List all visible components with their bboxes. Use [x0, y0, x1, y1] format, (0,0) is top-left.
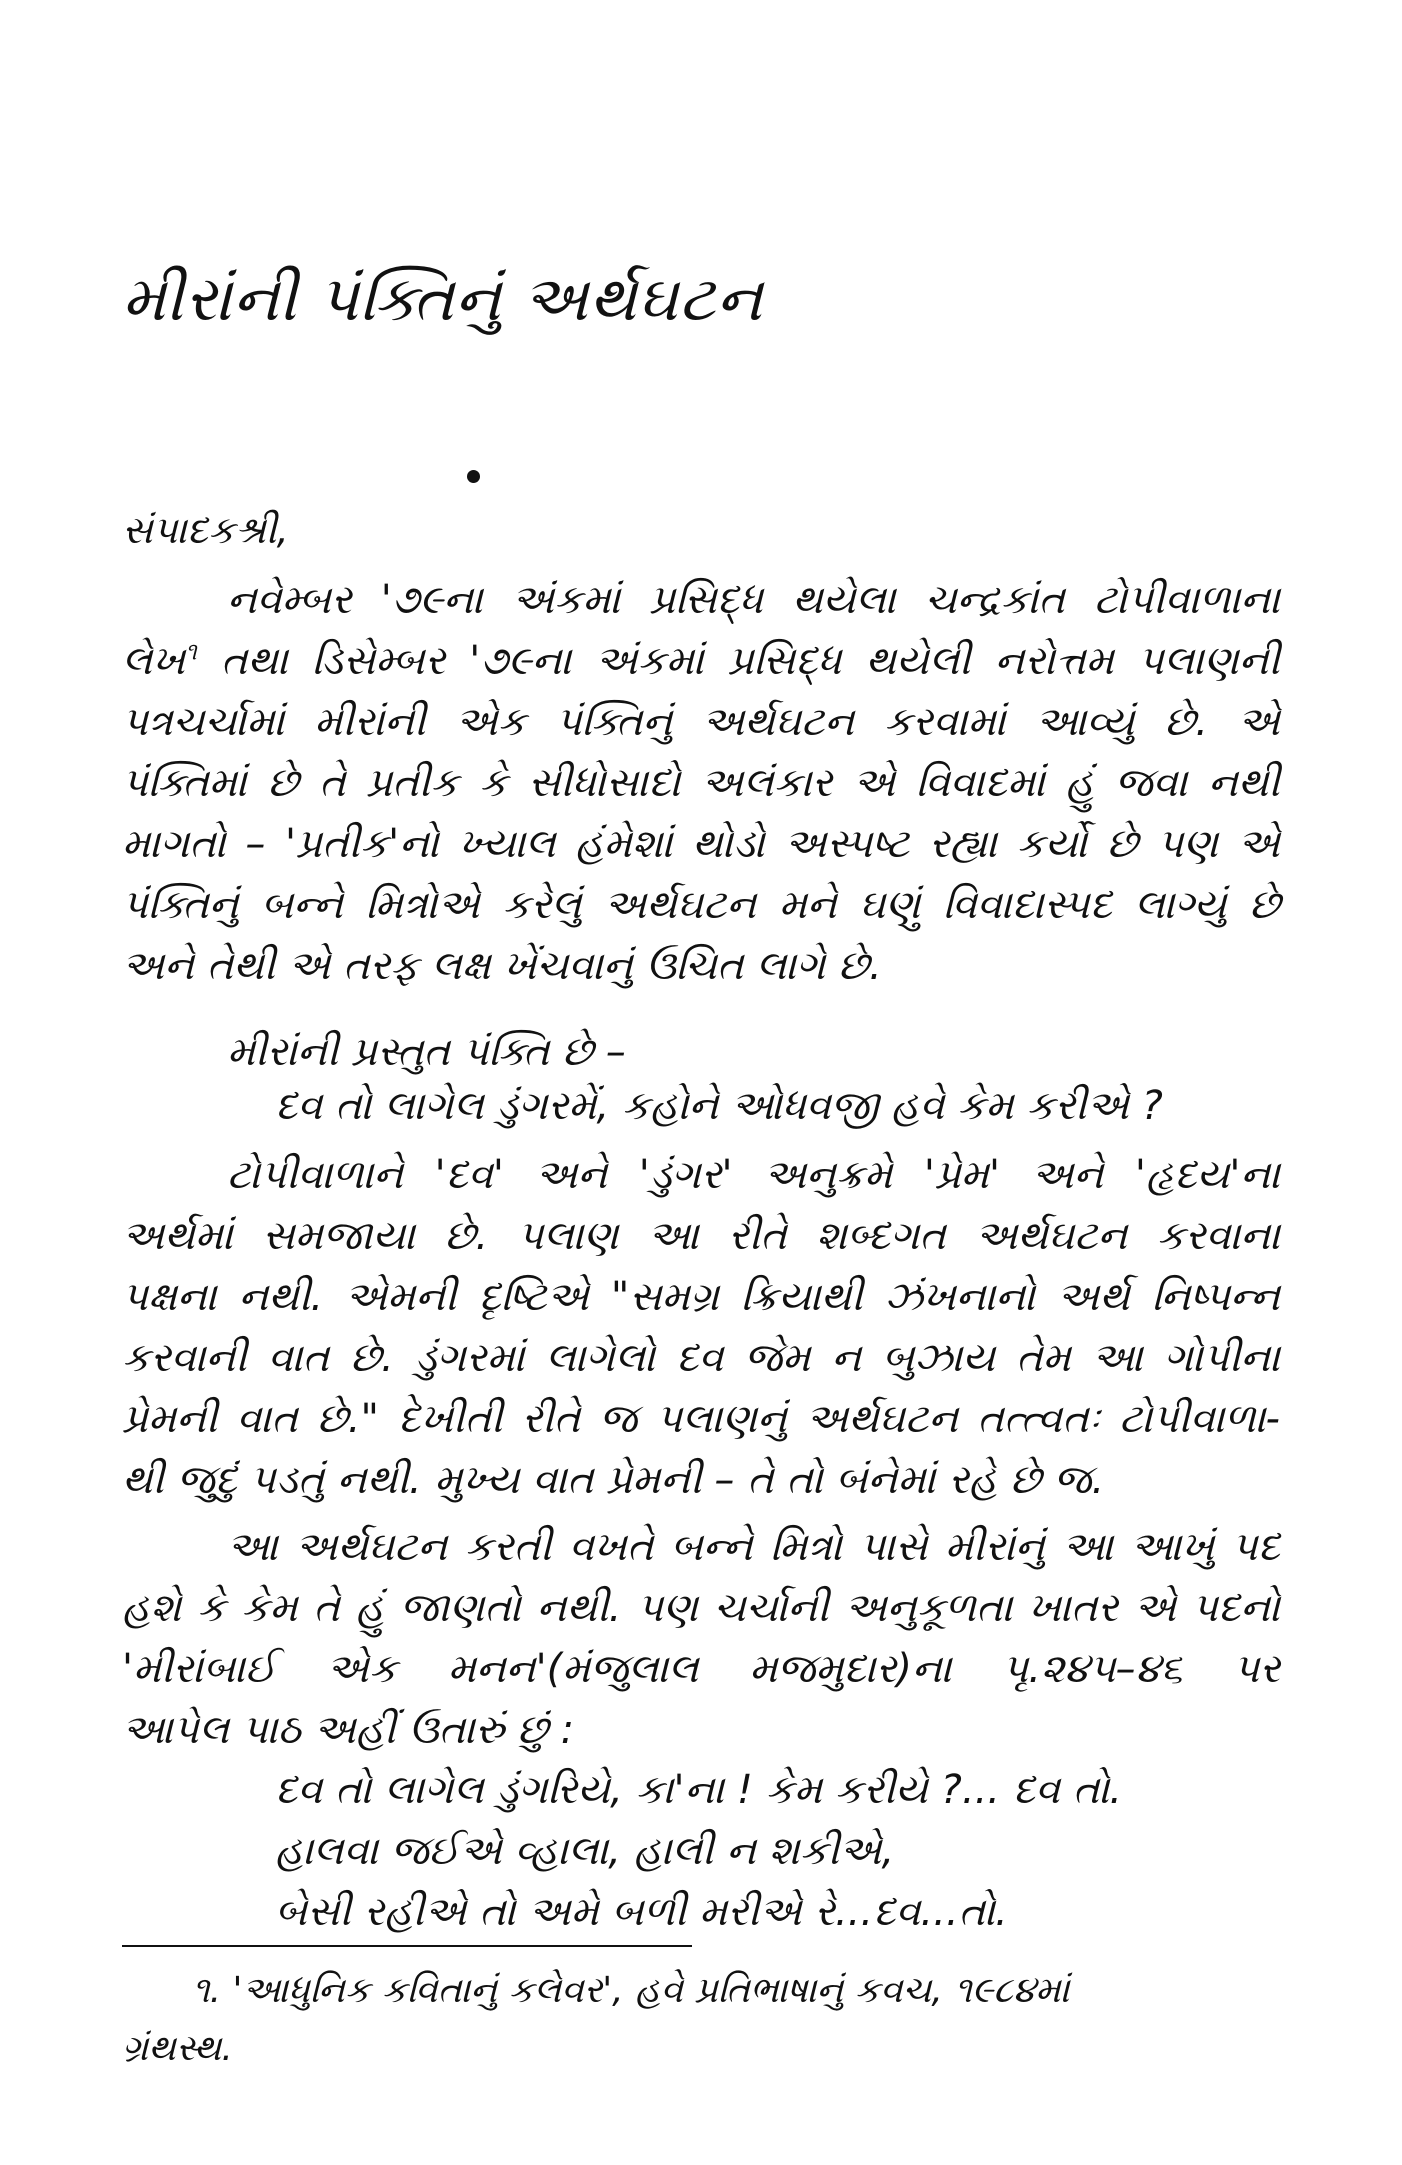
- paragraph-text: લેખ: [122, 638, 186, 684]
- paragraph-2: [122, 1022, 1280, 1083]
- paragraph-4: [122, 1517, 1280, 1761]
- footnote-marker: ૧: [185, 637, 197, 666]
- paragraph-line: કરવાની વાત છે. ડુંગરમાં લાગેલો દવ જેમ ન બુઝાય તેમ આ ગોપીના: [122, 1335, 1280, 1381]
- paragraph-line: હશે કે કેમ તે હું જાણતો નથી. પણ ચર્ચાની અનુકૂળતા ખાતર એ પદનો: [122, 1585, 1280, 1631]
- paragraph-line: અને તેથી એ તરફ લક્ષ ખેંચવાનું ઉચિત લાગે છે.: [122, 943, 882, 989]
- poem-block: [275, 1760, 1230, 1943]
- poem-line: હાલવા જઈએ વ્હાલા, હાલી ન શકીએ,: [275, 1828, 895, 1874]
- paragraph-line: પત્રચર્ચામાં મીરાંની એક પંક્તિનું અર્થઘટન કરવામાં આવ્યું છે. એ: [122, 699, 1280, 745]
- paragraph-line: આ અર્થઘટન કરતી વખતે બન્ને મિત્રો પાસે મીરાંનું આ આખું પદ: [227, 1524, 1280, 1570]
- paragraph-line: [122, 631, 1280, 692]
- paragraph-line: ટોપીવાળાને 'દવ' અને 'ડુંગર' અનુક્રમે 'પ્રેમ' અને 'હૃદય'ના: [227, 1152, 1280, 1198]
- paragraph-line: અર્થમાં સમજાયા છે. પલાણ આ રીતે શબ્દગત અર્થઘટન કરવાના: [122, 1213, 1280, 1259]
- paragraph-line: પંક્તિનું બન્ને મિત્રોએ કરેલું અર્થઘટન મને ઘણું વિવાદાસ્પદ લાગ્યું છે: [122, 882, 1280, 928]
- poem-line: દવ તો લાગેલ ડુંગરિયે, કા'ના ! કેમ કરીયે ?... દવ તો.: [275, 1767, 1122, 1813]
- paragraph-line: પ્રેમની વાત છે." દેખીતી રીતે જ પલાણનું અર્થઘટન તત્ત્વતઃ ટોપીવાળા-: [122, 1396, 1280, 1442]
- section-bullet: [467, 470, 480, 483]
- paragraph-line: પક્ષના નથી. એમની દૃષ્ટિએ "સમગ્ર ક્રિયાથી ઝંખનાનો અર્થ નિષ્પન્ન: [122, 1274, 1280, 1320]
- footnote-line: ૧. 'આધુનિક કવિતાનું કલેવર', હવે પ્રતિભાષાનું કવચ, ૧૯૮૪માં: [192, 1970, 1070, 2011]
- footnote: [122, 1962, 1280, 2078]
- poem-line: બેસી રહીએ તો અમે બળી મરીએ રે...દવ...તો.: [275, 1889, 1008, 1935]
- paragraph-line: 'મીરાંબાઈ એક મનન'(મંજુલાલ મજમુદાર)ના પૃ.૨૪૫–૪૬ પર: [122, 1646, 1280, 1692]
- article-title: મીરાંની પંક્તિનું અર્થઘટન: [122, 262, 764, 335]
- salutation: સંપાદકશ્રી,: [122, 508, 289, 552]
- quoted-verse: દવ તો લાગેલ ડુંગરમેં, કહોને ઓધવજી હવે કેમ કરીએ ?: [275, 1083, 1163, 1129]
- paragraph-1: [122, 570, 1280, 997]
- paragraph-line: મીરાંની પ્રસ્તુત પંક્તિ છે –: [227, 1029, 626, 1075]
- paragraph-line: આપેલ પાઠ અહીં ઉતારું છું :: [122, 1707, 575, 1753]
- paragraph-3: [122, 1145, 1280, 1511]
- footnote-line: ગ્રંથસ્થ.: [122, 2028, 233, 2069]
- paragraph-line: થી જુદું પડતું નથી. મુખ્ય વાત પ્રેમની – તે તો બંનેમાં રહે છે જ.: [122, 1457, 1105, 1503]
- paragraph-line: નવેમ્બર '૭૯ના અંકમાં પ્રસિદ્ધ થયેલા ચન્દ્રકાંત ટોપીવાળાના: [227, 577, 1280, 623]
- paragraph-line: માગતો – 'પ્રતીક'નો ખ્યાલ હંમેશાં થોડો અસ્પષ્ટ રહ્યા કર્યો છે પણ એ: [122, 821, 1280, 867]
- footnote-divider: [122, 1945, 692, 1947]
- paragraph-text: તથા ડિસેમ્બર '૭૯ના અંકમાં પ્રસિદ્ધ થયેલી નરોત્તમ પલાણની: [220, 638, 1280, 684]
- paragraph-line: પંક્તિમાં છે તે પ્રતીક કે સીધોસાદો અલંકાર એ વિવાદમાં હું જવા નથી: [122, 760, 1280, 806]
